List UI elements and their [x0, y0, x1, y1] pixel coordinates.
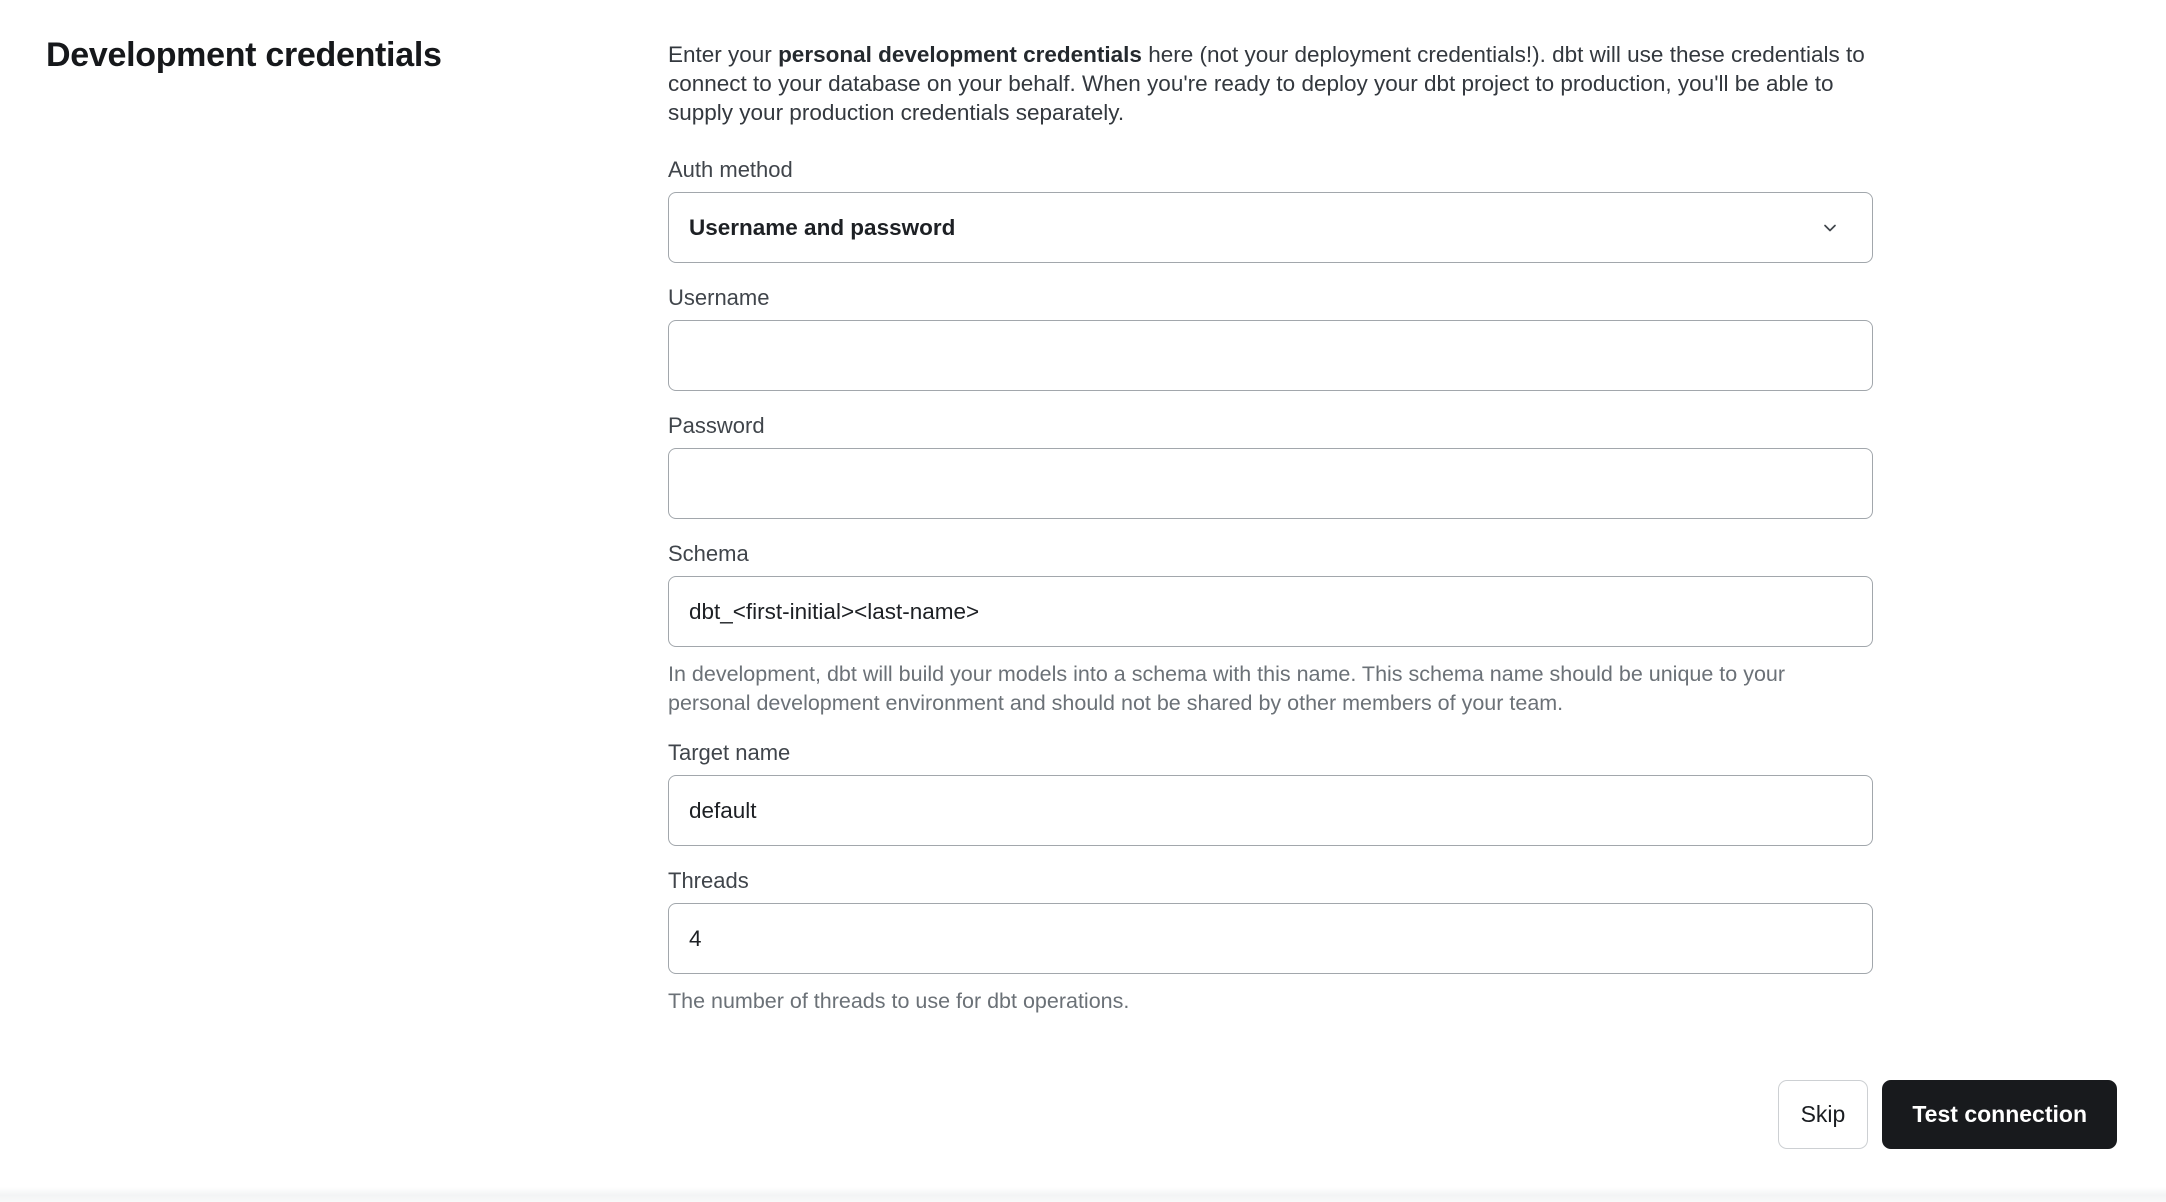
threads-group — [668, 868, 1873, 1016]
auth-method-group — [668, 157, 1873, 263]
auth-method-select[interactable] — [668, 192, 1873, 263]
threads-input[interactable] — [668, 903, 1873, 974]
threads-label: Threads — [668, 868, 749, 893]
target-name-input[interactable] — [668, 775, 1873, 846]
intro-text-bold: personal development credentials — [778, 42, 1142, 67]
auth-method-label: Auth method — [668, 157, 793, 182]
skip-button[interactable]: Skip — [1778, 1080, 1869, 1149]
target-name-group — [668, 740, 1873, 846]
password-group — [668, 413, 1873, 519]
chevron-down-icon — [1820, 218, 1840, 238]
username-label: Username — [668, 285, 770, 310]
intro-text-post: here (not your deployment credentials!). dbt will use these credentials to connect to your database on your behalf. When you're ready to deploy your dbt project to production, you'll be able to supply your production credentials separately. — [668, 42, 1865, 125]
intro-text-pre: Enter your — [668, 42, 779, 67]
username-input[interactable] — [668, 320, 1873, 391]
page-title: Development credentials — [46, 36, 442, 74]
username-group — [668, 285, 1873, 391]
target-name-label: Target name — [668, 740, 791, 765]
schema-group — [668, 541, 1873, 718]
password-label: Password — [668, 413, 765, 438]
threads-help-text: The number of threads to use for dbt operations. — [668, 989, 1130, 1013]
credentials-form — [668, 40, 1873, 1038]
password-input[interactable] — [668, 448, 1873, 519]
form-actions — [1778, 1080, 2117, 1149]
schema-label: Schema — [668, 541, 749, 566]
test-connection-button[interactable]: Test connection — [1882, 1080, 2117, 1149]
bottom-divider — [0, 1187, 2166, 1202]
schema-input[interactable] — [668, 576, 1873, 647]
schema-help-text: In development, dbt will build your models into a schema with this name. This schema name should be unique to your personal development environment and should not be shared by other members of your team. — [668, 662, 1786, 715]
auth-method-selected-value: Username and password — [689, 214, 956, 240]
intro-paragraph — [668, 40, 1873, 127]
